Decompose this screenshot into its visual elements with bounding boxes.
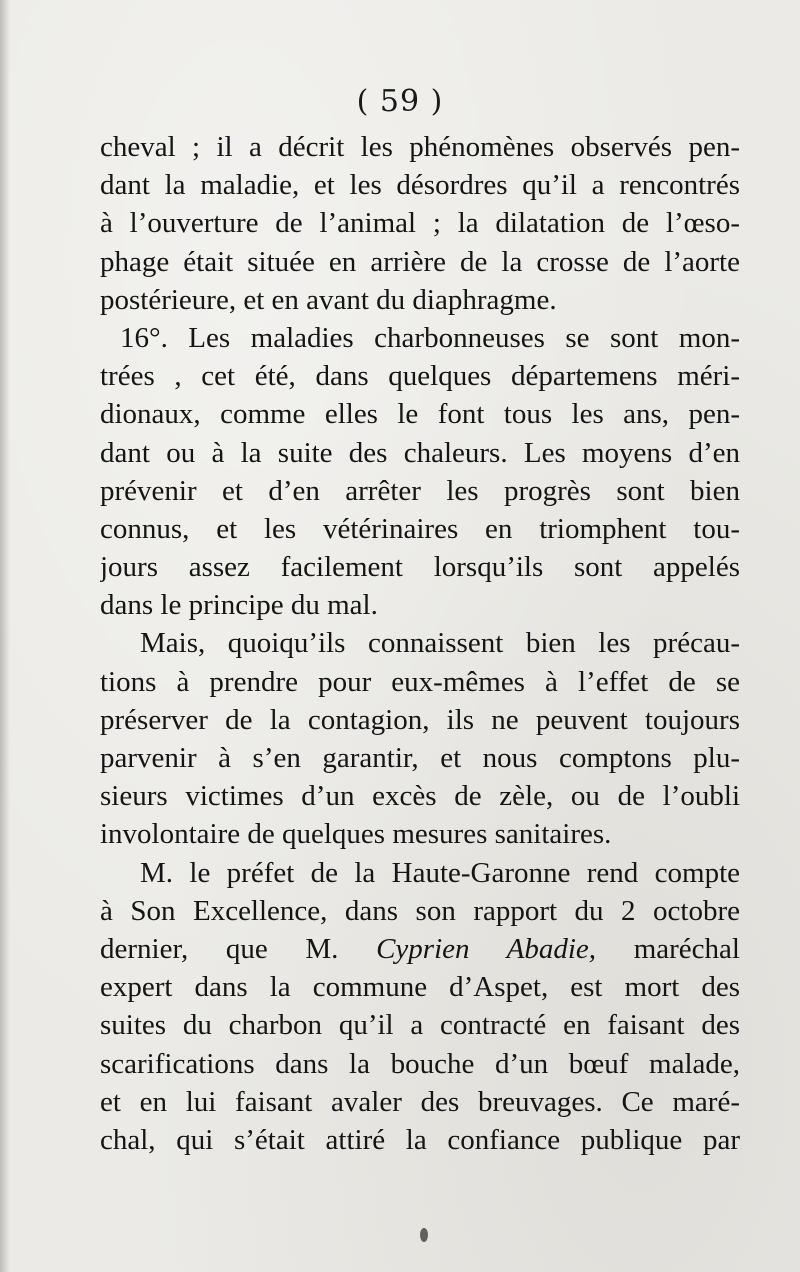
text-line: parvenir à s’en garantir, et nous comptons plu- <box>100 742 740 774</box>
text-line: à Son Excellence, dans son rapport du 2 octobre <box>100 894 740 927</box>
text-line: dant ou à la suite des chaleurs. Les moyens d’en <box>100 436 740 469</box>
text-line-with-name <box>100 930 740 968</box>
text-line: prévenir et d’en arrêter les progrès sont bien <box>100 474 740 507</box>
page-number: ( 59 ) <box>356 84 444 119</box>
text-line: à l’ouverture de l’animal ; la dilatation de l’œso- <box>100 207 740 240</box>
text-line: connus, et les vétérinaires en triomphent tou- <box>100 512 740 545</box>
text-line: dionaux, comme elles le font tous les ans, pen- <box>100 398 740 431</box>
text-line: sieurs victimes d’un excès de zèle, ou de l’oubli <box>100 780 740 813</box>
text-line: trées , cet été, dans quelques départemens méri- <box>100 360 740 393</box>
page-edge-shadow <box>0 0 10 1272</box>
text-line: cheval ; il a décrit les phénomènes observés pen- <box>100 131 740 163</box>
text-line: jours assez facilement lorsqu’ils sont appelés <box>100 551 740 584</box>
person-name: Cyprien Abadie, <box>376 932 597 965</box>
text-line: postérieure, et en avant du diaphragme. <box>100 283 557 316</box>
line-text-after-name: maréchal <box>596 932 740 965</box>
text-line: phage était située en arrière de la crosse de l’aorte <box>100 245 740 278</box>
text-line: involontaire de quelques mesures sanitaires. <box>100 818 612 851</box>
text-line: suites du charbon qu’il a contracté en faisant des <box>100 1009 740 1042</box>
text-line: tions à prendre pour eux-mêmes à l’effet de se <box>100 665 740 698</box>
text-line: préserver de la contagion, ils ne peuvent toujours <box>100 703 740 736</box>
paragraph-start-line: M. le préfet de la Haute-Garonne rend compte <box>140 856 740 889</box>
paragraph-start-line: Mais, quoiqu’ils connaissent bien les précau- <box>140 627 740 660</box>
text-line: expert dans la commune d’Aspet, est mort des <box>100 971 740 1004</box>
text-line: scarifications dans la bouche d’un bœuf malade, <box>100 1047 740 1080</box>
text-line: et en lui faisant avaler des breuvages. Ce maré- <box>100 1085 740 1118</box>
ink-smudge <box>420 1228 428 1242</box>
text-line: dant la maladie, et les désordres qu’il a rencontrés <box>100 169 740 202</box>
line-text-before-name: dernier, que M. <box>100 932 377 965</box>
text-line: dans le principe du mal. <box>100 589 378 622</box>
text-line: chal, qui s’était attiré la confiance publique par <box>100 1123 740 1156</box>
paragraph-start-line: 16°. Les maladies charbonneuses se sont mon- <box>120 321 740 354</box>
body-text <box>100 128 740 1159</box>
